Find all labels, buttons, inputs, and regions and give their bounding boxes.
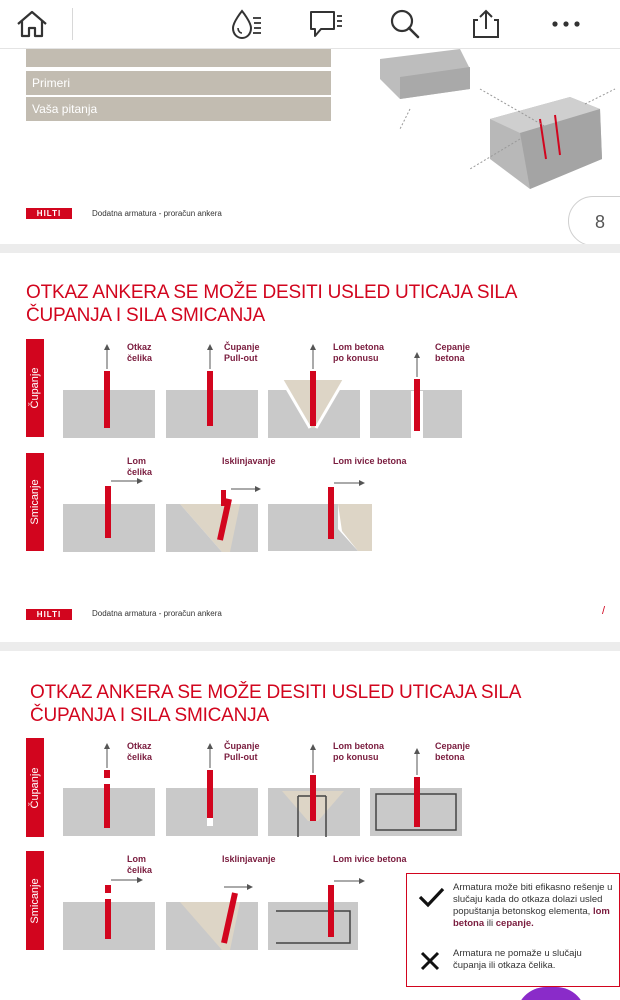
row-label-cupanje: Čupanje [29, 367, 41, 409]
slide-separator [0, 244, 620, 253]
slide-8 [0, 253, 620, 642]
menu-item-hidden [26, 49, 331, 67]
hilti-logo: HILTI [26, 609, 72, 620]
menu-item-pitanja: Vaša pitanja [26, 97, 331, 121]
hilti-logo: HILTI [26, 208, 72, 219]
share-icon [469, 8, 503, 40]
label-cupanje-pullout: Čupanje Pull-out [224, 342, 260, 363]
more-button[interactable] [548, 6, 584, 42]
slide-title-line2: ČUPANJA I SILA SMICANJA [30, 705, 269, 726]
slide-title-line1: OTKAZ ANKERA SE MOŽE DESITI USLED UTICAJA SILA [30, 682, 522, 703]
label-otkaz-celika: Otkaz čelika [127, 741, 153, 762]
viewer-toolbar [0, 0, 620, 49]
home-button[interactable] [14, 6, 50, 42]
label-lom-ivice: Lom ivice betona [333, 854, 407, 864]
label-lom-betona-konus: Lom betona po konusu [333, 741, 384, 762]
slide-7 [0, 49, 620, 244]
label-isklinjavanje: Isklinjavanje [222, 854, 276, 864]
label-isklinjavanje: Isklinjavanje [222, 456, 276, 466]
slide-title-line1: OTKAZ ANKERA SE MOŽE DESITI USLED UTICAJA SILA [26, 282, 518, 303]
legend-yes-em1: lom betona [453, 906, 610, 929]
row-label-cupanje: Čupanje [29, 767, 41, 808]
search-icon [389, 8, 423, 40]
label-lom-betona-konus: Lom betona po konusu [333, 342, 384, 363]
label-lom-ivice: Lom ivice betona [333, 456, 407, 466]
search-button[interactable] [388, 6, 424, 42]
ink-button[interactable] [228, 6, 264, 42]
slide-footer: Dodatna armatura - proračun ankera [92, 209, 222, 218]
legend-yes-mid: ili [484, 918, 496, 929]
label-lom-celika: Lom čelika [127, 854, 153, 875]
slide-corner-mark: / [602, 605, 606, 617]
comment-icon [308, 8, 344, 40]
label-cepanje-betona: Cepanje betona [435, 342, 471, 363]
slide-footer: Dodatna armatura - proračun ankera [92, 609, 222, 618]
ink-drop-icon [229, 8, 263, 40]
failure-modes-diagram [0, 253, 620, 642]
share-button[interactable] [468, 6, 504, 42]
slide-title-line2: ČUPANJA I SILA SMICANJA [26, 305, 265, 326]
legend-yes-text [453, 882, 620, 930]
label-cupanje-pullout: Čupanje Pull-out [224, 741, 260, 762]
label-cepanje-betona: Cepanje betona [435, 741, 471, 762]
row-label-smicanje: Smicanje [29, 479, 41, 525]
legend-no-text: Armatura ne pomaže u slučaju čupanja ili otkaza čelika. [453, 948, 582, 971]
menu-item-primeri: Primeri [26, 71, 331, 95]
label-lom-celika: Lom čelika [127, 456, 153, 477]
row-label-smicanje: Smicanje [29, 877, 41, 924]
legend-yes-em2: cepanje. [495, 918, 534, 929]
cross-icon [419, 950, 441, 972]
label-otkaz-celika: Otkaz čelika [127, 342, 153, 363]
comment-button[interactable] [308, 6, 344, 42]
home-icon [15, 9, 49, 39]
page-number-badge: 8 [568, 196, 620, 246]
more-icon [549, 19, 583, 29]
concrete-block-illustration [370, 49, 620, 199]
check-icon [417, 886, 445, 908]
legend-box [406, 873, 620, 987]
slide-separator [0, 642, 620, 651]
toolbar-divider [72, 8, 73, 40]
legend-yes-prefix: Armatura može biti efikasno rešenje u slučaju kada do otkaza dolazi usled popuštanja betonskog elementa, [453, 882, 613, 917]
